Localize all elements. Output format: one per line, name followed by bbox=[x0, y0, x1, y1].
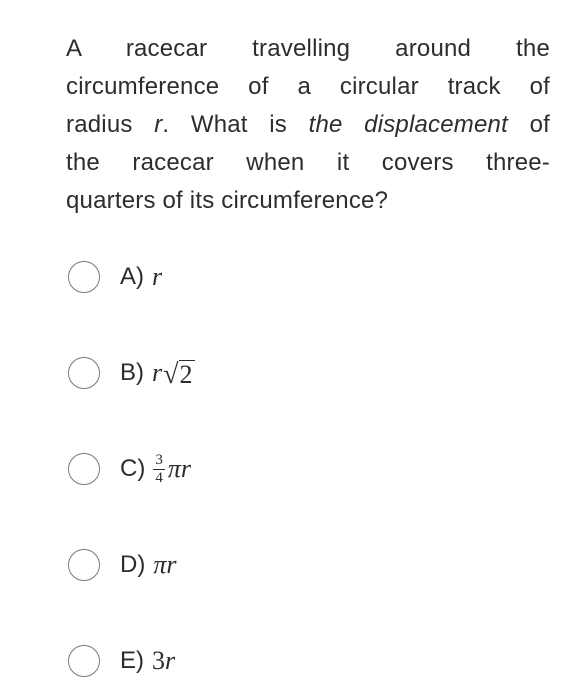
question-line-1: A racecar travelling around the bbox=[66, 35, 550, 62]
fraction-denominator: 4 bbox=[155, 469, 163, 486]
question-line-4: the racecar when it covers three- bbox=[66, 149, 550, 176]
option-b-math bbox=[152, 357, 195, 388]
option-a-label bbox=[120, 262, 162, 292]
question-line-3-start: radius bbox=[66, 111, 133, 138]
question-line-3 bbox=[66, 106, 550, 144]
fraction bbox=[153, 453, 165, 486]
option-a-var: r bbox=[152, 262, 163, 291]
square-root bbox=[163, 357, 194, 388]
option-e[interactable] bbox=[68, 643, 175, 679]
option-d-letter: D) bbox=[120, 551, 146, 578]
option-c-label bbox=[120, 453, 191, 486]
option-a-math bbox=[152, 262, 162, 292]
option-d-label bbox=[120, 550, 176, 580]
option-b[interactable] bbox=[68, 355, 195, 391]
question-line-5: quarters of its circumference? bbox=[66, 187, 389, 214]
radical-sign: √ bbox=[163, 358, 179, 390]
question-line-3-middle: . What is bbox=[162, 111, 309, 138]
question-emphasis: the displacement bbox=[308, 111, 508, 138]
option-d-pi: π bbox=[153, 550, 167, 579]
option-a[interactable] bbox=[68, 259, 162, 295]
option-e-label bbox=[120, 646, 175, 676]
radio-button-d[interactable] bbox=[68, 549, 100, 581]
option-b-var: r bbox=[152, 357, 163, 387]
radio-button-a[interactable] bbox=[68, 261, 100, 293]
option-b-letter: B) bbox=[120, 358, 144, 386]
option-e-math bbox=[152, 646, 175, 676]
option-c-pi: π bbox=[167, 454, 181, 483]
question-text bbox=[66, 30, 550, 220]
option-b-label bbox=[120, 357, 195, 388]
question-line-3-end: of bbox=[507, 111, 550, 138]
fraction-numerator: 3 bbox=[155, 451, 163, 468]
option-e-letter: E) bbox=[120, 647, 144, 674]
option-d-math bbox=[153, 550, 176, 580]
option-d-var: r bbox=[166, 550, 177, 579]
option-c-math bbox=[153, 453, 191, 486]
radio-button-e[interactable] bbox=[68, 645, 100, 677]
option-e-var: r bbox=[165, 646, 176, 675]
radio-button-c[interactable] bbox=[68, 453, 100, 485]
option-d[interactable] bbox=[68, 547, 176, 583]
option-b-radicand: 2 bbox=[179, 360, 193, 390]
option-c-var: r bbox=[180, 454, 191, 483]
option-c[interactable] bbox=[68, 451, 191, 487]
radio-button-b[interactable] bbox=[68, 357, 100, 389]
option-c-letter: C) bbox=[120, 455, 146, 482]
radius-variable: r bbox=[154, 111, 163, 138]
question-line-2: circumference of a circular track of bbox=[66, 73, 550, 100]
option-e-coef: 3 bbox=[152, 646, 165, 675]
option-a-letter: A) bbox=[120, 263, 144, 290]
